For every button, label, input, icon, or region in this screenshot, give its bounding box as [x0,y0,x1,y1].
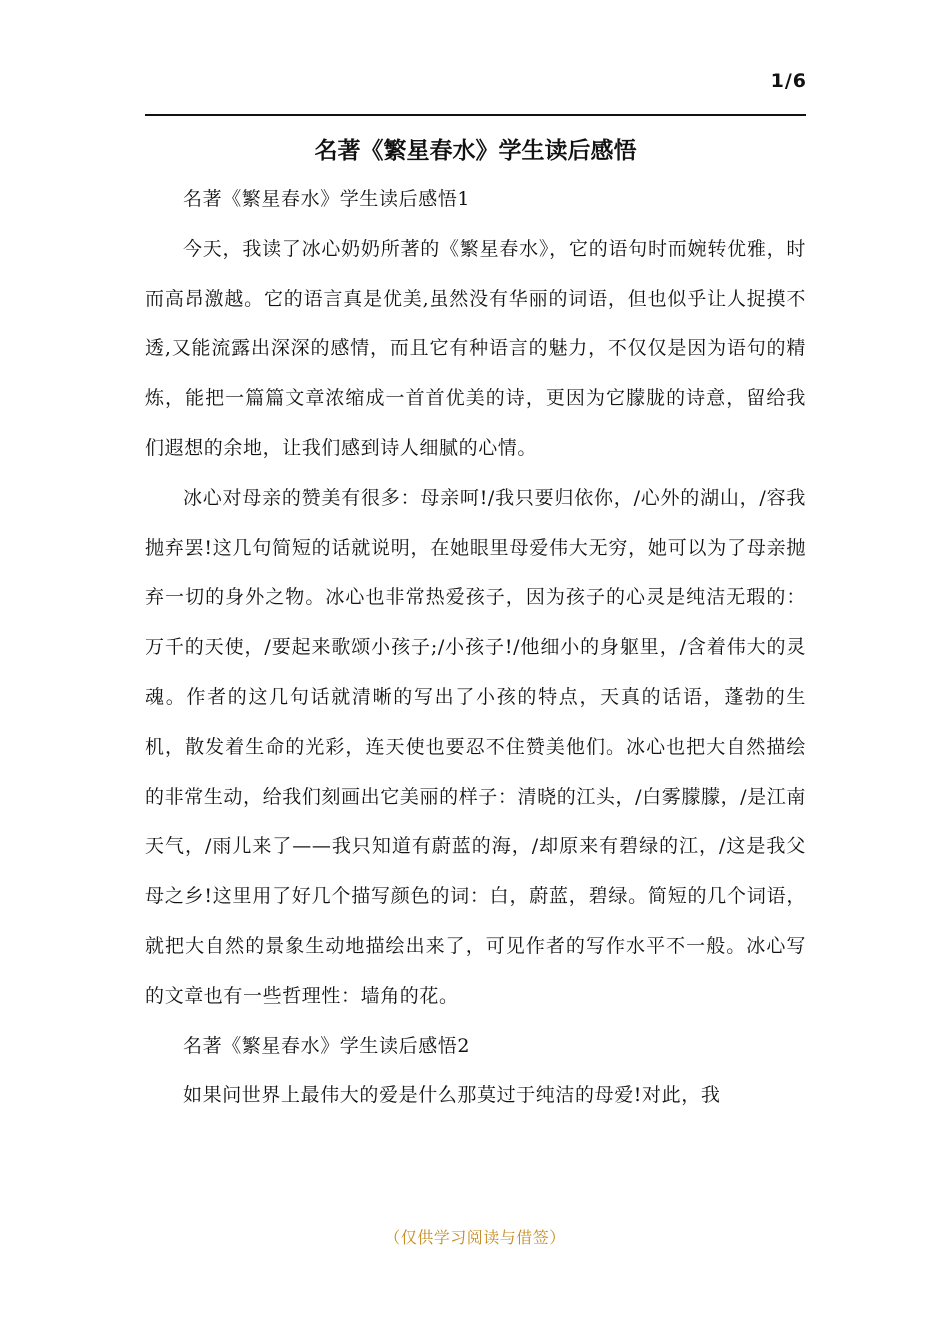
header-divider [145,114,806,116]
section-heading-2: 名著《繁星春水》学生读后感悟2 [183,1034,471,1057]
paragraph: 如果问世界上最伟大的爱是什么那莫过于纯洁的母爱!对此，我 [183,1084,721,1107]
paragraph: 冰心对母亲的赞美有很多：母亲呵!/我只要归依你，/心外的湖山，/容我抛弃罢!这几句简短的话就说明，在她眼里母爱伟大无穷，她可以为了母亲抛弃一切的身外之物。冰心也非常热爱孩子，因为孩子的心灵是纯洁无瑕的：万千的天使，/要起来歌颂小孩子;/小孩子!/他细小的身躯里，/含着伟大的灵魂。作者的这几句话就清晰的写出了小孩的特点，天真的话语，蓬勃的生机，散发着生命的光彩，连天使也要忍不住赞美他们。冰心也把大自然描绘的非常生动，给我们刻画出它美丽的样子：清晓的江头，/白雾朦朦，/是江南天气，/雨儿来了——我只知道有蔚蓝的海，/却原来有碧绿的江，/这是我父母之乡!这里用了好几个描写颜色的词：白，蔚蓝，碧绿。简短的几个词语，就把大自然的景象生动地描绘出来了，可见作者的写作水平不一般。冰心写的文章也有一些哲理性：墙角的花。 [145,486,806,1007]
footer-note: （仅供学习阅读与借签） [384,1228,566,1247]
page-number: 1/6 [770,70,807,92]
section-heading-1: 名著《繁星春水》学生读后感悟1 [183,188,471,210]
document-title: 名著《繁星春水》学生读后感悟 [314,138,637,164]
document-body [145,175,806,1121]
paragraph: 今天，我读了冰心奶奶所著的《繁星春水》，它的语句时而婉转优雅，时而高昂激越。它的语言真是优美,虽然没有华丽的词语，但也似乎让人捉摸不透,又能流露出深深的感情，而且它有种语言的魅力，不仅仅是因为语句的精炼，能把一篇篇文章浓缩成一首首优美的诗，更因为它朦胧的诗意，留给我们遐想的余地，让我们感到诗人细腻的心情。 [145,237,806,459]
